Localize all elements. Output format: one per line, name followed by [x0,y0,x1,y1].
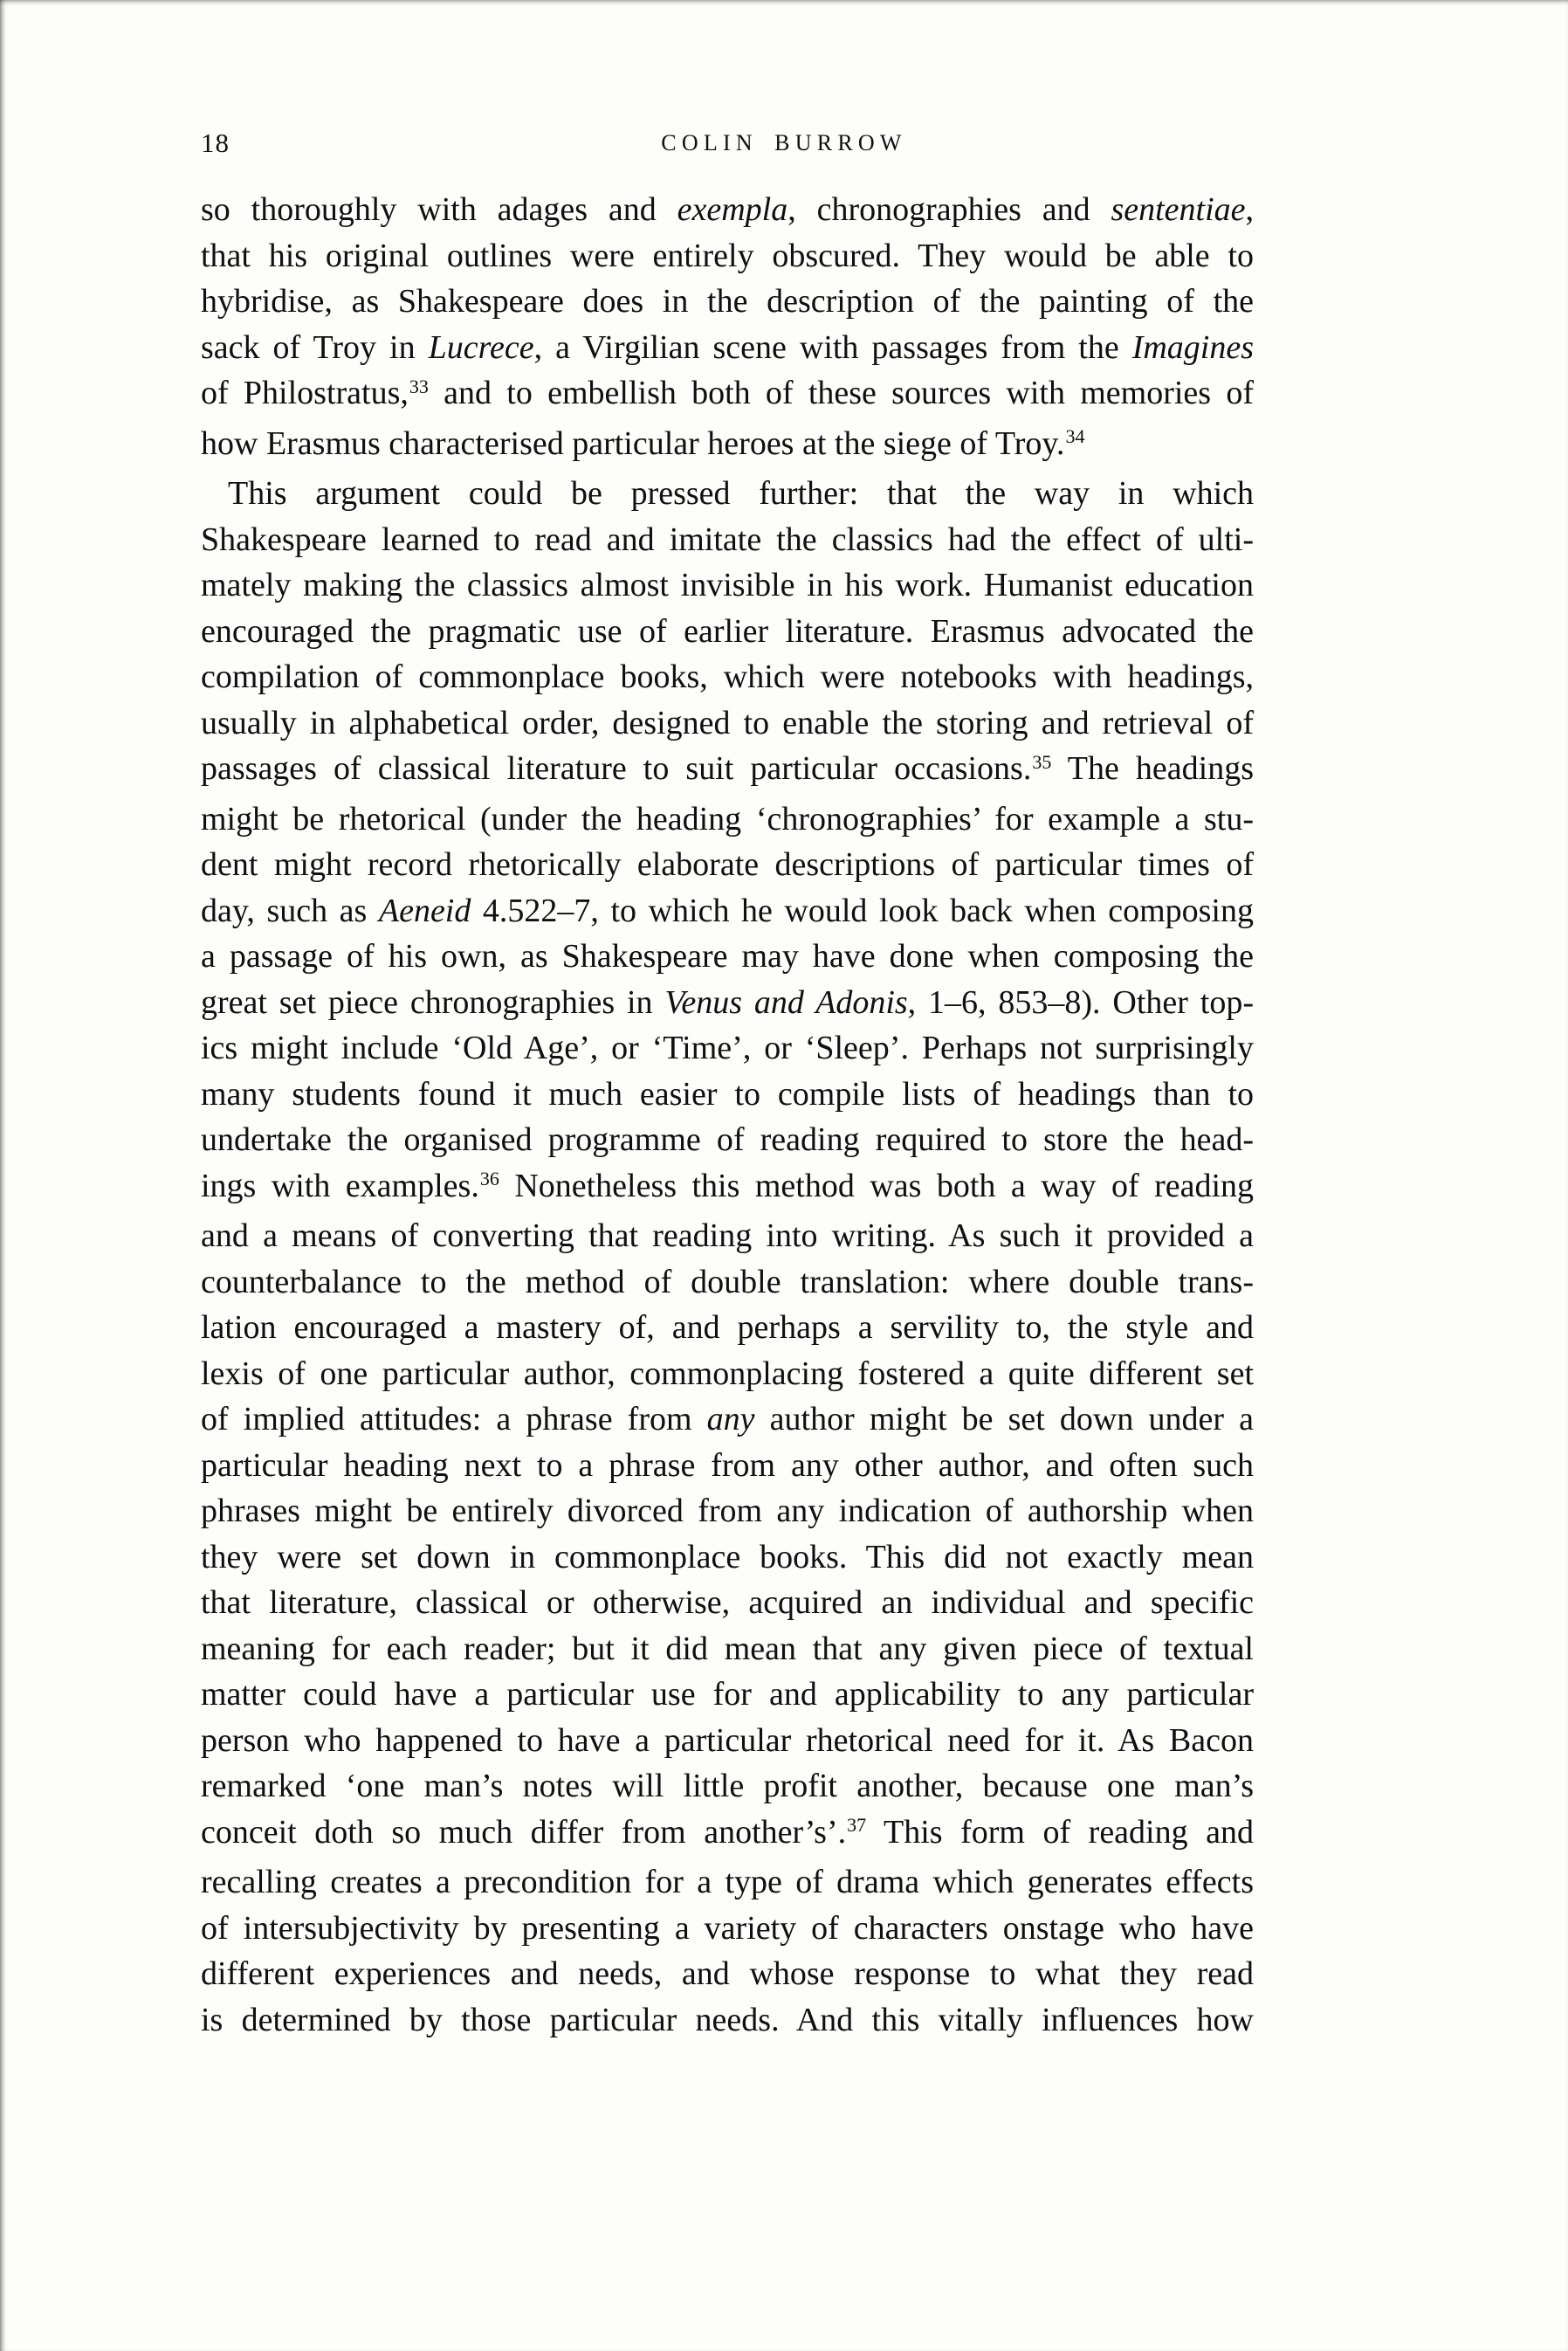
footnote-ref: 36 [479,1168,499,1190]
text-run: The headings [1051,750,1254,787]
running-head [0,128,1568,162]
text-line [201,562,1254,609]
text-line [201,233,1254,279]
text-line [201,1997,1254,2044]
text-line [201,1305,1254,1351]
footnote-ref: 34 [1065,425,1085,448]
italic-text: Venus and Adonis [664,983,908,1021]
text-run: of Philostratus, [201,375,409,411]
text-line [201,700,1254,747]
text-run: compilation of commonplace books, which were notebooks with headings, [201,658,1254,695]
text-line [201,1396,1254,1443]
text-run: , 1–6, 853–8). Other top- [907,983,1254,1021]
text-line [201,1025,1254,1072]
italic-text: exempla [677,191,788,228]
text-line [201,888,1254,934]
running-header-title: COLIN BURROW [661,130,907,155]
text-line [201,1117,1254,1163]
text-run: of implied attitudes: a phrase from [201,1401,707,1437]
text-run: remarked ‘one man’s notes will little profit another, because one man’s [201,1768,1254,1804]
text-run: , chronographies and [787,191,1111,228]
text-run: , a Virgilian scene with passages from the [533,328,1132,366]
text-run: meaning for each reader; but it did mean that any given piece of textual [201,1630,1254,1667]
text-run: Nonetheless this method was both a way of reading [499,1167,1255,1204]
text-line [201,1859,1254,1906]
text-run: person who happened to have a particular rhetorical need for it. As Bacon [201,1721,1254,1759]
text-line [201,842,1254,888]
text-run: matter could have a particular use for and applicability to any particular [201,1676,1254,1713]
text-run: passages of classical literature to suit particular occasions. [201,750,1032,787]
text-run: dent might record rhetorically elaborate descriptions of particular times of [201,846,1254,883]
text-run: and a means of converting that reading into writing. As such it provided a [201,1217,1254,1254]
text-run: might be rhetorical (under the heading ‘chronographies’ for example a stu- [201,800,1254,838]
text-line [201,370,1254,421]
text-run: mately making the classics almost invisible in his work. Humanist education [201,567,1254,603]
text-run: different experiences and needs, and whose response to what they read [201,1955,1254,1992]
text-run: lexis of one particular author, commonplacing fostered a quite different set [201,1355,1254,1392]
text-line [201,1259,1254,1306]
text-line [201,187,1254,233]
body-text [201,187,1254,2043]
text-run: 4.522–7, to which he would look back when composing [471,892,1254,929]
text-run: lation encouraged a mastery of, and perhaps a servility to, the style and [201,1309,1254,1346]
text-line [201,1810,1254,1860]
text-line [201,1163,1254,1214]
text-run: that literature, classical or otherwise, acquired an individual and specific [201,1584,1254,1621]
text-line [201,279,1254,325]
text-run: they were set down in commonplace books. This did not exactly mean [201,1538,1254,1575]
text-run: This argument could be pressed further: that the way in which [228,475,1254,512]
text-line [201,1534,1254,1581]
text-line [201,1951,1254,1997]
text-line [201,746,1254,796]
text-run: great set piece chronographies in [201,983,665,1021]
paragraph [201,471,1254,2043]
text-run: hybridise, as Shakespeare does in the description of the painting of the [201,283,1254,320]
text-run: a passage of his own, as Shakespeare may have done when composing the [201,938,1254,975]
text-run: conceit doth so much differ from another’s’. [201,1813,847,1851]
text-line [201,1072,1254,1118]
text-run: day, such as [201,892,379,929]
text-run: counterbalance to the method of double translation: where double trans- [201,1263,1254,1300]
text-run: particular heading next to a phrase from any other author, and often such [201,1446,1254,1484]
footnote-ref: 35 [1032,750,1052,773]
italic-text: sententiae [1111,191,1246,228]
text-line [201,1626,1254,1672]
text-run: author might be set down under a [754,1401,1254,1437]
text-line [201,654,1254,700]
footnote-ref: 37 [847,1814,867,1837]
text-line [201,1351,1254,1397]
text-run: Shakespeare learned to read and imitate the classics had the effect of ulti- [201,521,1254,558]
text-run: how Erasmus characterised particular heroes at the siege of Troy. [201,424,1065,462]
text-line [201,471,1254,517]
text-line [201,980,1254,1026]
text-line [201,1488,1254,1534]
text-run: sack of Troy in [201,328,429,366]
text-line [201,1672,1254,1718]
footnote-ref: 33 [409,375,429,397]
text-run: and to embellish both of these sources with memories of [428,375,1254,411]
text-line [201,517,1254,563]
text-run: undertake the organised programme of reading required to store the head- [201,1121,1254,1158]
text-line [201,934,1254,980]
text-run: recalling creates a precondition for a type of drama which generates effects [201,1864,1254,1900]
text-line [201,325,1254,371]
italic-text: Imagines [1131,328,1255,366]
text-run: so thoroughly with adages and [201,191,677,228]
text-line [201,1763,1254,1810]
italic-text: Lucrece [428,328,534,366]
text-line [201,1718,1254,1764]
text-run: ings with examples. [201,1167,479,1204]
italic-text: Aeneid [378,892,471,929]
text-run: ics might include ‘Old Age’, or ‘Time’, or ‘Sleep’. Perhaps not surprisingly [201,1030,1254,1066]
text-line [201,1213,1254,1259]
text-run: phrases might be entirely divorced from any indication of authorship when [201,1493,1254,1529]
text-line [201,1906,1254,1952]
text-line [201,796,1254,843]
paragraph [201,187,1254,471]
text-run: of intersubjectivity by presenting a variety of characters onstage who have [201,1909,1254,1947]
text-run: usually in alphabetical order, designed to enable the storing and retrieval of [201,704,1254,741]
text-run: is determined by those particular needs. And this vitally influences how [201,2001,1254,2038]
text-run: that his original outlines were entirely obscured. They would be able to [201,237,1254,274]
text-line [201,421,1254,472]
text-run: many students found it much easier to compile lists of headings than to [201,1075,1254,1113]
text-run: encouraged the pragmatic use of earlier literature. Erasmus advocated the [201,612,1254,650]
italic-text: any [706,1401,755,1437]
text-line [201,1580,1254,1626]
page-number: 18 [201,128,230,158]
text-run: , [1245,191,1254,228]
text-line [201,609,1254,655]
text-run: This form of reading and [866,1813,1255,1851]
text-line [201,1443,1254,1489]
